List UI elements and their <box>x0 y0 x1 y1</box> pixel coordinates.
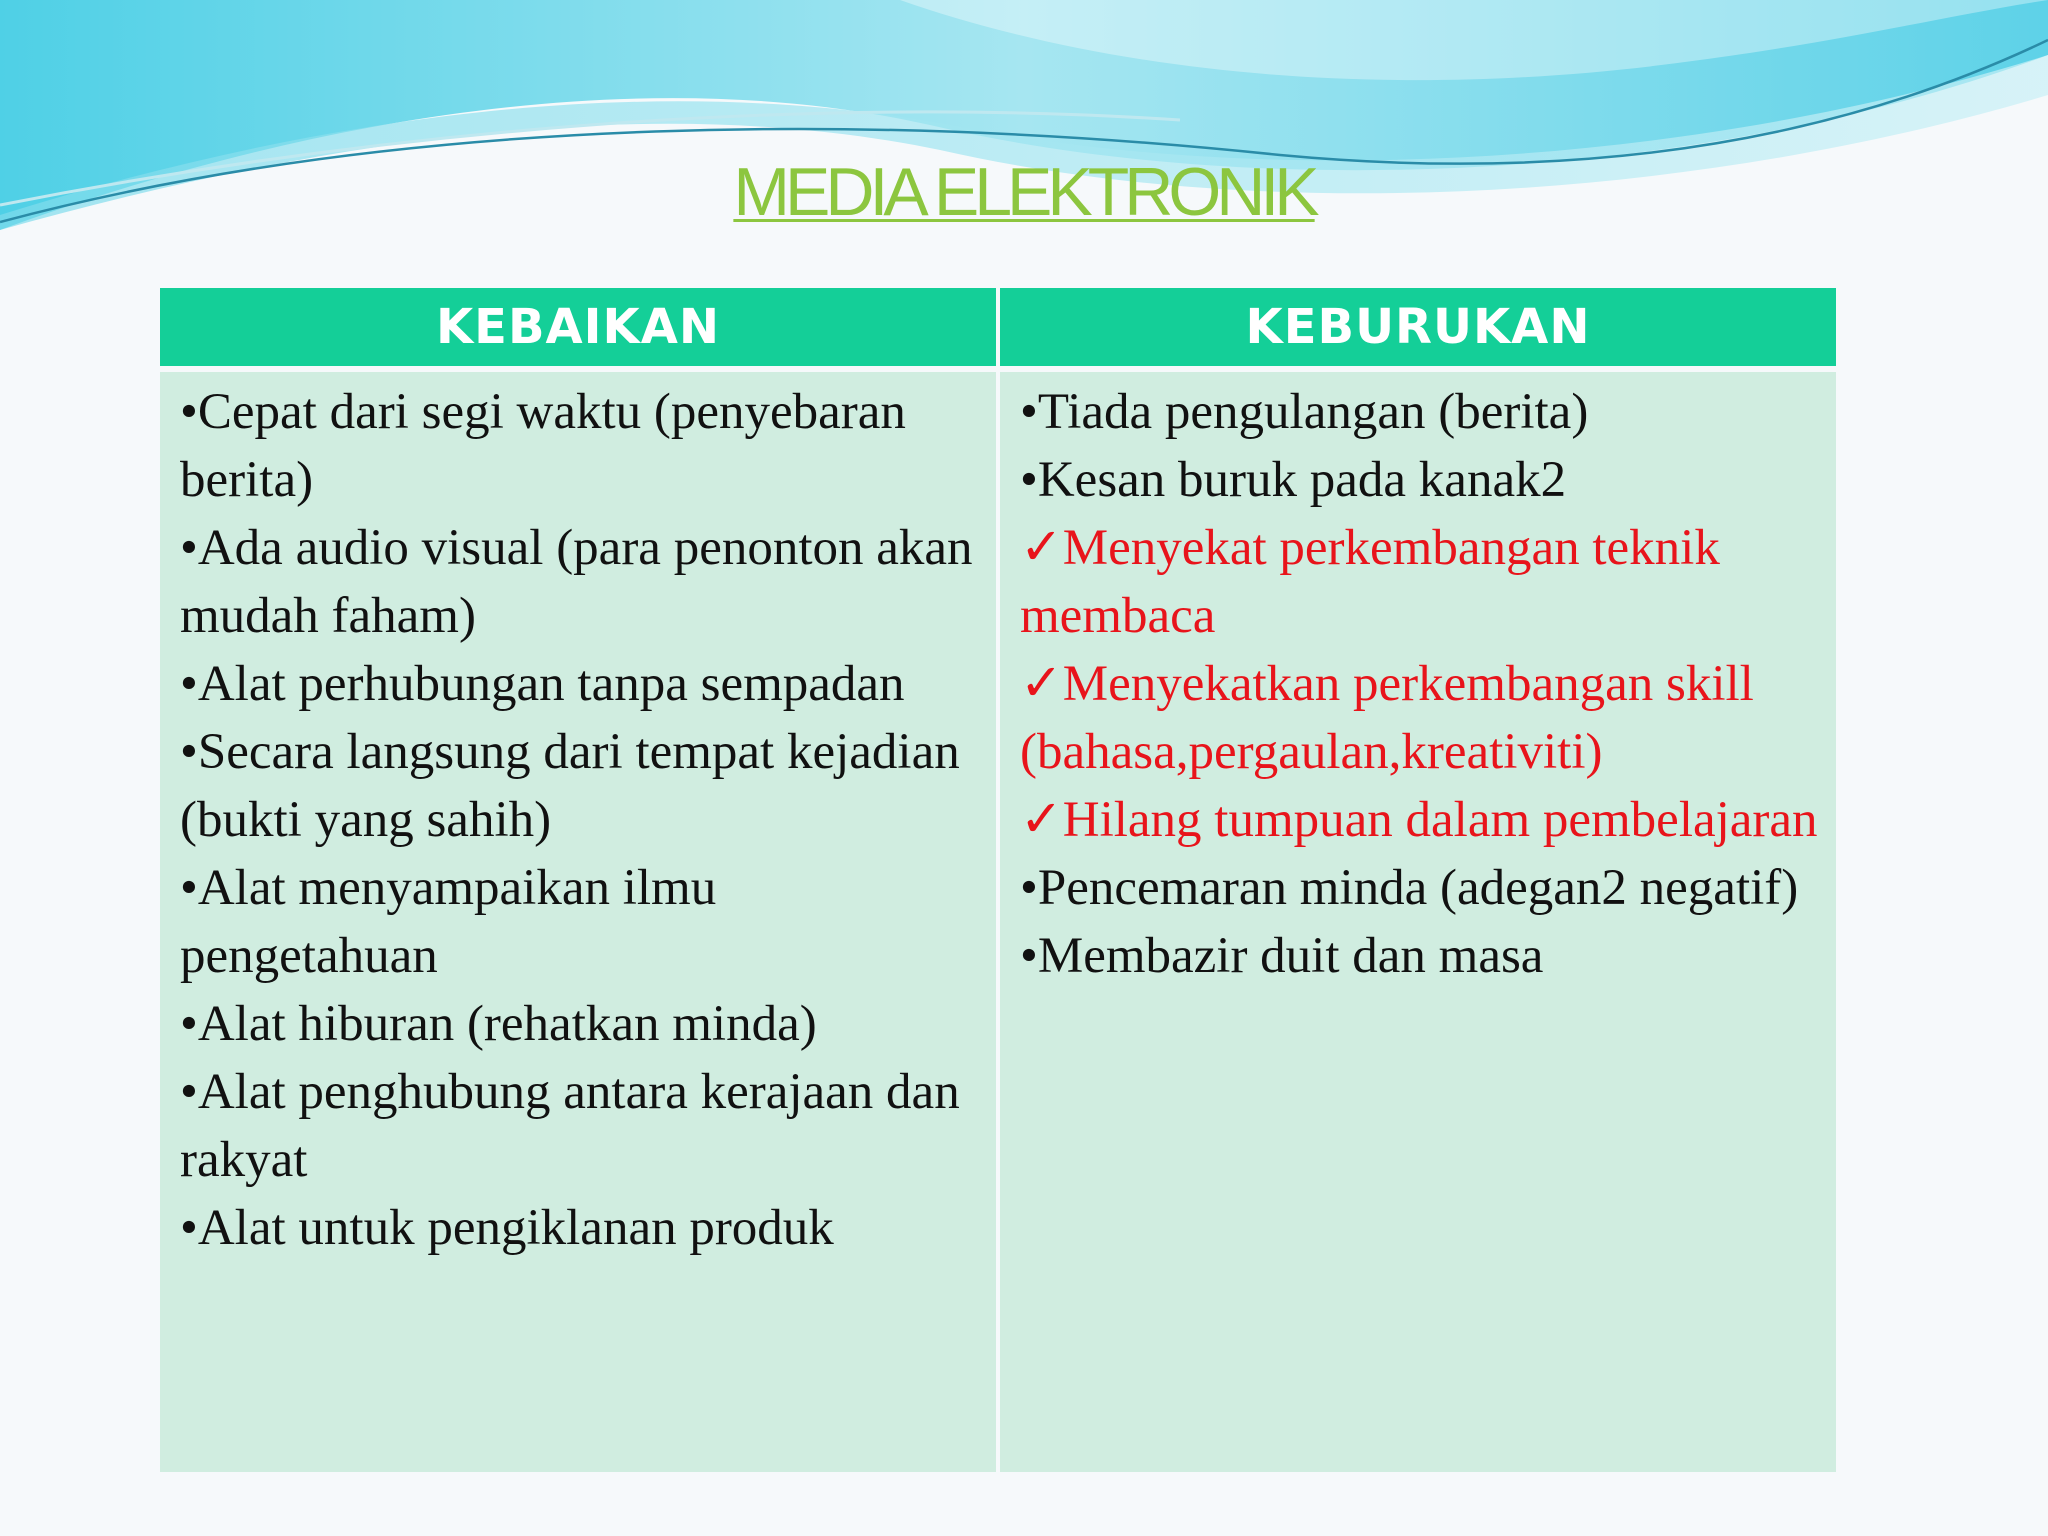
keburukan-item: •Membazir duit dan masa <box>1020 928 1544 984</box>
kebaikan-item: •Secara langsung dari tempat kejadian (bukti yang sahih) <box>180 724 960 848</box>
kebaikan-item: •Alat untuk pengiklanan produk <box>180 1200 834 1256</box>
keburukan-cell <box>1000 372 1836 1472</box>
kebaikan-item: •Alat hiburan (rehatkan minda) <box>180 996 817 1052</box>
kebaikan-item: •Ada audio visual (para penonton akan mudah faham) <box>180 520 973 644</box>
kebaikan-cell <box>160 372 996 1472</box>
kebaikan-item: •Alat menyampaikan ilmu pengetahuan <box>180 860 717 984</box>
kebaikan-item: •Alat penghubung antara kerajaan dan rakyat <box>180 1064 960 1188</box>
keburukan-item-highlighted: ✓Menyekatkan perkembangan skill (bahasa,pergaulan,kreativiti) <box>1020 656 1754 780</box>
keburukan-item-highlighted: ✓Menyekat perkembangan teknik membaca <box>1020 520 1720 644</box>
kebaikan-item: •Cepat dari segi waktu (penyebaran berita) <box>180 384 906 508</box>
keburukan-item-highlighted: ✓Hilang tumpuan dalam pembelajaran <box>1020 792 1818 848</box>
keburukan-item: •Tiada pengulangan (berita) <box>1020 384 1589 440</box>
keburukan-item: •Pencemaran minda (adegan2 negatif) <box>1020 860 1799 916</box>
header-kebaikan: KEBAIKAN <box>160 288 996 366</box>
header-keburukan: KEBURUKAN <box>1000 288 1836 366</box>
slide-title: MEDIA ELEKTRONIK <box>733 154 1315 230</box>
comparison-table <box>160 288 1836 1472</box>
kebaikan-item: •Alat perhubungan tanpa sempadan <box>180 656 905 712</box>
keburukan-item: •Kesan buruk pada kanak2 <box>1020 452 1567 508</box>
